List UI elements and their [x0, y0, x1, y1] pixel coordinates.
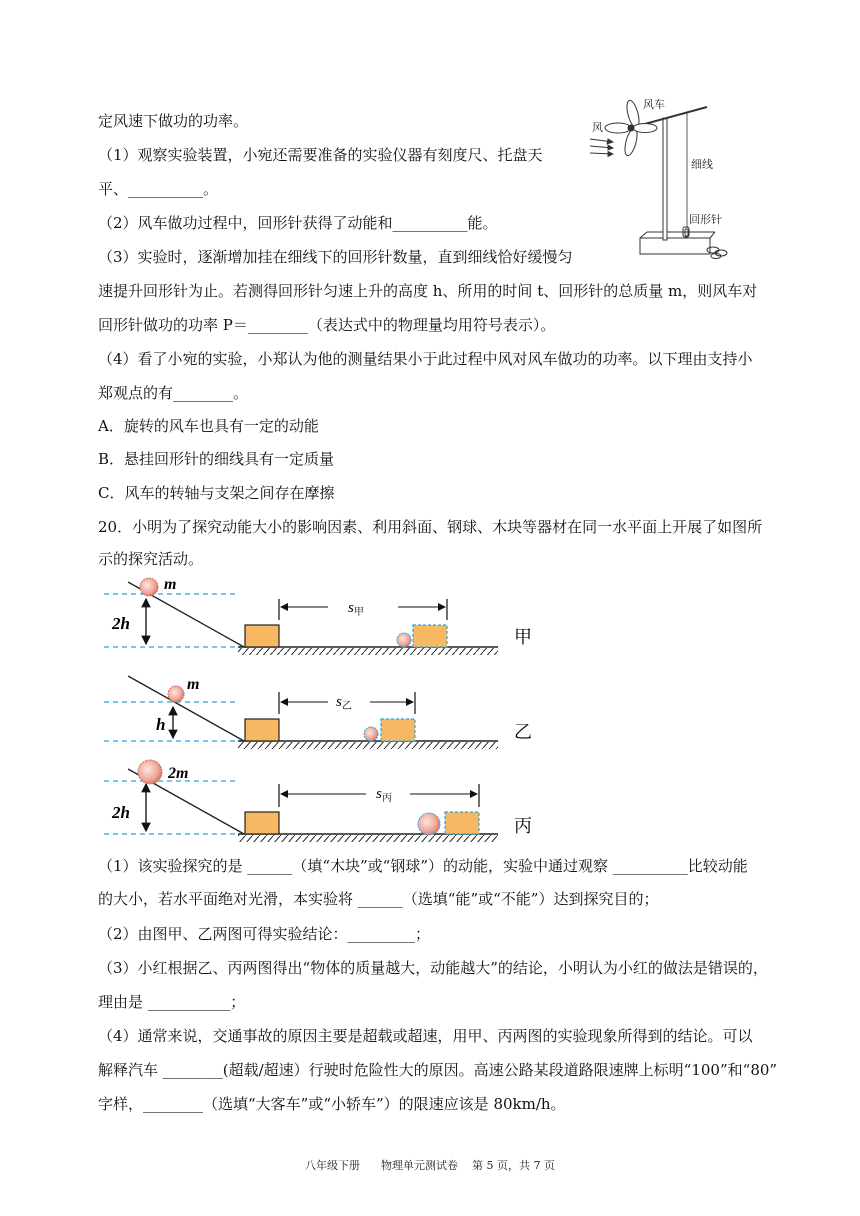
q19-part3-line1: （3）实验时，逐渐增加挂在细线下的回形针数量，直到细线恰好缓慢匀: [98, 248, 573, 266]
steel-ball-end: [364, 727, 378, 741]
ramp-experiment-figure: [98, 572, 558, 847]
wood-block-end: [445, 812, 479, 834]
q19-part3-line2: 速提升回形针为止。若测得回形针匀速上升的高度 h、所用的时间 t、回形针的总质量 m，则风车对: [98, 282, 758, 300]
q20-stem-line2: 示的探究活动。: [98, 550, 204, 568]
q19-option-b: B．悬挂回形针的细线具有一定质量: [98, 450, 335, 468]
q19-intro: 定风速下做功的功率。: [98, 112, 249, 130]
q19-part1-line1: （1）观察实验装置，小宛还需要准备的实验仪器有刻度尺、托盘天: [98, 146, 543, 164]
wood-block-start: [245, 719, 279, 741]
q20-part2: （2）由图甲、乙两图可得实验结论：_________；: [98, 925, 431, 943]
q20-part1-line1: （1）该实验探究的是 ______（填“木块”或“钢球”）的动能，实验中通过观察 __________比较动能: [98, 857, 748, 875]
q19-part2: （2）风车做功过程中，回形针获得了动能和__________能。: [98, 214, 498, 232]
q19-option-c: C．风车的转轴与支架之间存在摩擦: [98, 484, 335, 502]
q19-part4-line2: 郑观点的有________。: [98, 384, 249, 402]
ground-hatch: [238, 742, 498, 749]
row-yi: [104, 676, 532, 749]
row-jia: [104, 576, 532, 655]
label-windmill: 风车: [643, 98, 665, 111]
q20-part4-line3: 字样，________（选填“大客车”或“小轿车”）的限速应该是 80km/h。: [98, 1095, 566, 1113]
distance-label: s甲: [348, 600, 364, 618]
q20-part4-line2: 解释汽车 ________(超载/超速）行驶时危险性大的原因。高速公路某段道路限速牌上标明“100”和“80”: [98, 1061, 778, 1079]
label-paperclip: 回形针: [689, 213, 722, 226]
wood-block-start: [245, 625, 279, 647]
label-wind: 风: [592, 121, 603, 134]
q20-part4-line1: （4）通常来说，交通事故的原因主要是超载或超速，用甲、丙两图的实验现象所得到的结论。可以: [98, 1027, 753, 1045]
q19-part1-line2: 平、__________。: [98, 180, 219, 198]
mass-label: m: [164, 576, 177, 593]
distance-label: s乙: [336, 694, 352, 712]
row-tag-yi: 乙: [514, 722, 532, 743]
windmill-figure: [585, 90, 760, 270]
height-label: 2h: [112, 803, 130, 822]
height-label: 2h: [112, 614, 130, 633]
steel-ball-start: [140, 578, 158, 596]
q20-part3-line1: （3）小红根据乙、丙两图得出“物体的质量越大，动能越大”的结论，小明认为小红的做法是错误的，: [98, 959, 768, 977]
page-footer: 八年级下册 物理单元测试卷 第 5 页，共 7 页: [305, 1159, 555, 1172]
label-thread: 细线: [691, 158, 713, 171]
ramp-slope: [128, 676, 244, 741]
height-label: h: [156, 715, 166, 734]
q19-option-a: A．旋转的风车也具有一定的动能: [98, 417, 319, 435]
ground-hatch: [238, 648, 498, 655]
row-tag-jia: 甲: [514, 627, 532, 648]
wind-arrows-icon: [590, 139, 613, 157]
q19-part3-line3: 回形针做功的功率 P＝________（表达式中的物理量均用符号表示）。: [98, 316, 556, 334]
ground-hatch: [238, 835, 498, 842]
steel-ball-end: [397, 633, 411, 647]
stand-base: [640, 238, 710, 254]
steel-ball-start: [138, 760, 162, 784]
mass-label: m: [187, 676, 200, 693]
distance-label: s丙: [376, 786, 392, 804]
q20-part3-line2: 理由是 ___________；: [98, 993, 246, 1011]
wood-block-start: [245, 812, 279, 834]
mass-label: 2m: [168, 765, 189, 782]
q20-stem-line1: 20．小明为了探究动能大小的影响因素、利用斜面、钢球、木块等器材在同一水平面上开展了如图所: [98, 518, 763, 536]
stand-pole: [663, 118, 667, 240]
steel-ball-end: [418, 813, 440, 835]
q19-part4-line1: （4）看了小宛的实验，小郑认为他的测量结果小于此过程中风对风车做功的功率。以下理由支持小: [98, 350, 753, 368]
row-tag-bing: 丙: [514, 816, 532, 837]
wood-block-end: [381, 719, 415, 741]
steel-ball-start: [168, 686, 184, 702]
q20-part1-line2: 的大小，若水平面绝对光滑，本实验将 ______（选填“能”或“不能”）达到探究目的；: [98, 890, 659, 908]
wood-block-end: [413, 625, 447, 647]
row-bing: [104, 760, 532, 842]
